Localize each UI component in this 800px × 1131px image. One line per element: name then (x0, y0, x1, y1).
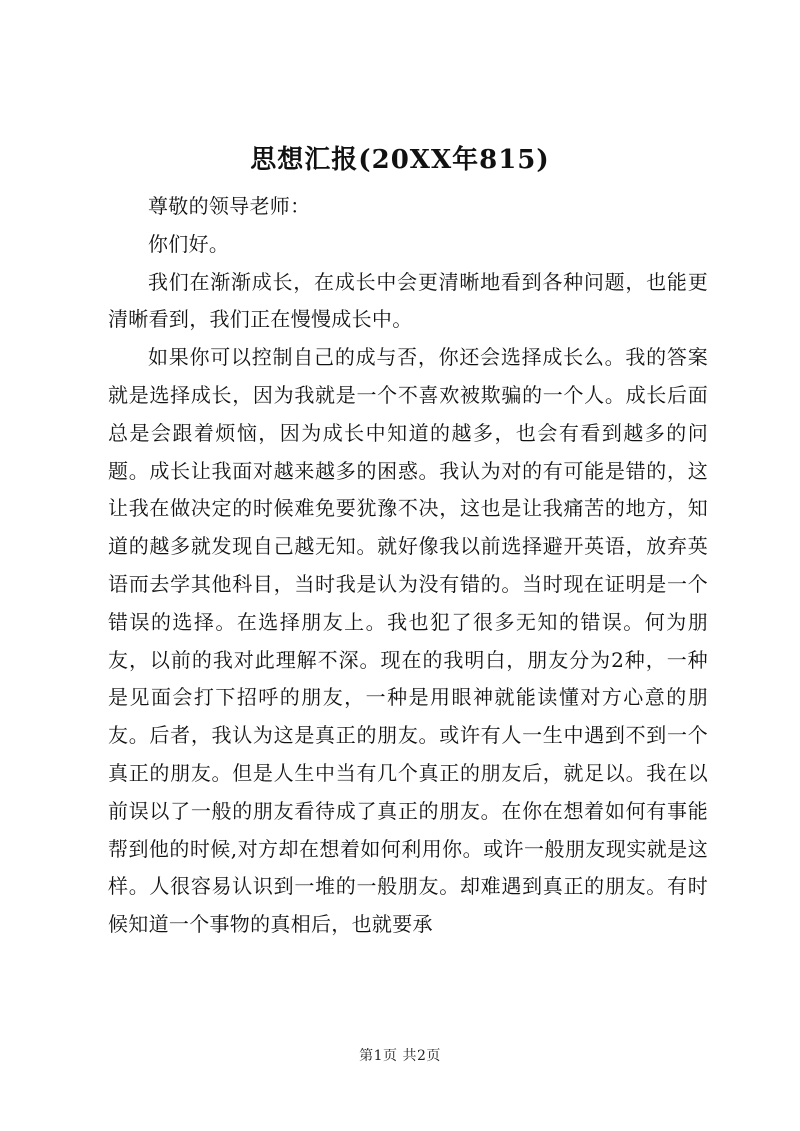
greeting-paragraph: 你们好。 (148, 231, 230, 256)
body-paragraph-1: 我们在渐渐成长，在成长中会更清晰地看到各种问题，也能更清晰看到，我们正在慢慢成长中。 (108, 269, 708, 332)
page-number-footer: 第1页 共2页 (359, 1048, 441, 1064)
body-paragraph-2: 如果你可以控制自己的成与否，你还会选择成长么。我的答案就是选择成长，因为我就是一个不喜欢被欺骗的一个人。成长后面总是会跟着烦恼，因为成长中知道的越多，也会有看到越多的问题。成长让我面对越来越多的困惑。我认为对的有可能是错的，这让我在做决定的时候难免要犹豫不决，这也是让我痛苦的地方，知道的越多就发现自己越无知。就好像我以前选择避开英语，放弃英语而去学其他科目，当时我是认为没有错的。当时现在证明是一个错误的选择。在选择朋友上。我也犯了很多无知的错误。何为朋友，以前的我对此理解不深。现在的我明白，朋友分为2种，一种是见面会打下招呼的朋友，一种是用眼神就能读懂对方心意的朋友。后者，我认为这是真正的朋友。或许有人一生中遇到不到一个真正的朋友。但是人生中当有几个真正的朋友后，就足以。我在以前误以了一般的朋友看待成了真正的朋友。在你在想着如何有事能帮到他的时候,对方却在想着如何利用你。或许一般朋友现实就是这样。人很容易认识到一堆的一般朋友。却难遇到真正的朋友。有时候知道一个事物的真相后，也就要承 (108, 345, 708, 937)
salutation-paragraph: 尊敬的领导老师： (148, 194, 311, 218)
document-body (108, 188, 708, 944)
document-title: 思想汇报(20XX年815) (250, 145, 550, 175)
